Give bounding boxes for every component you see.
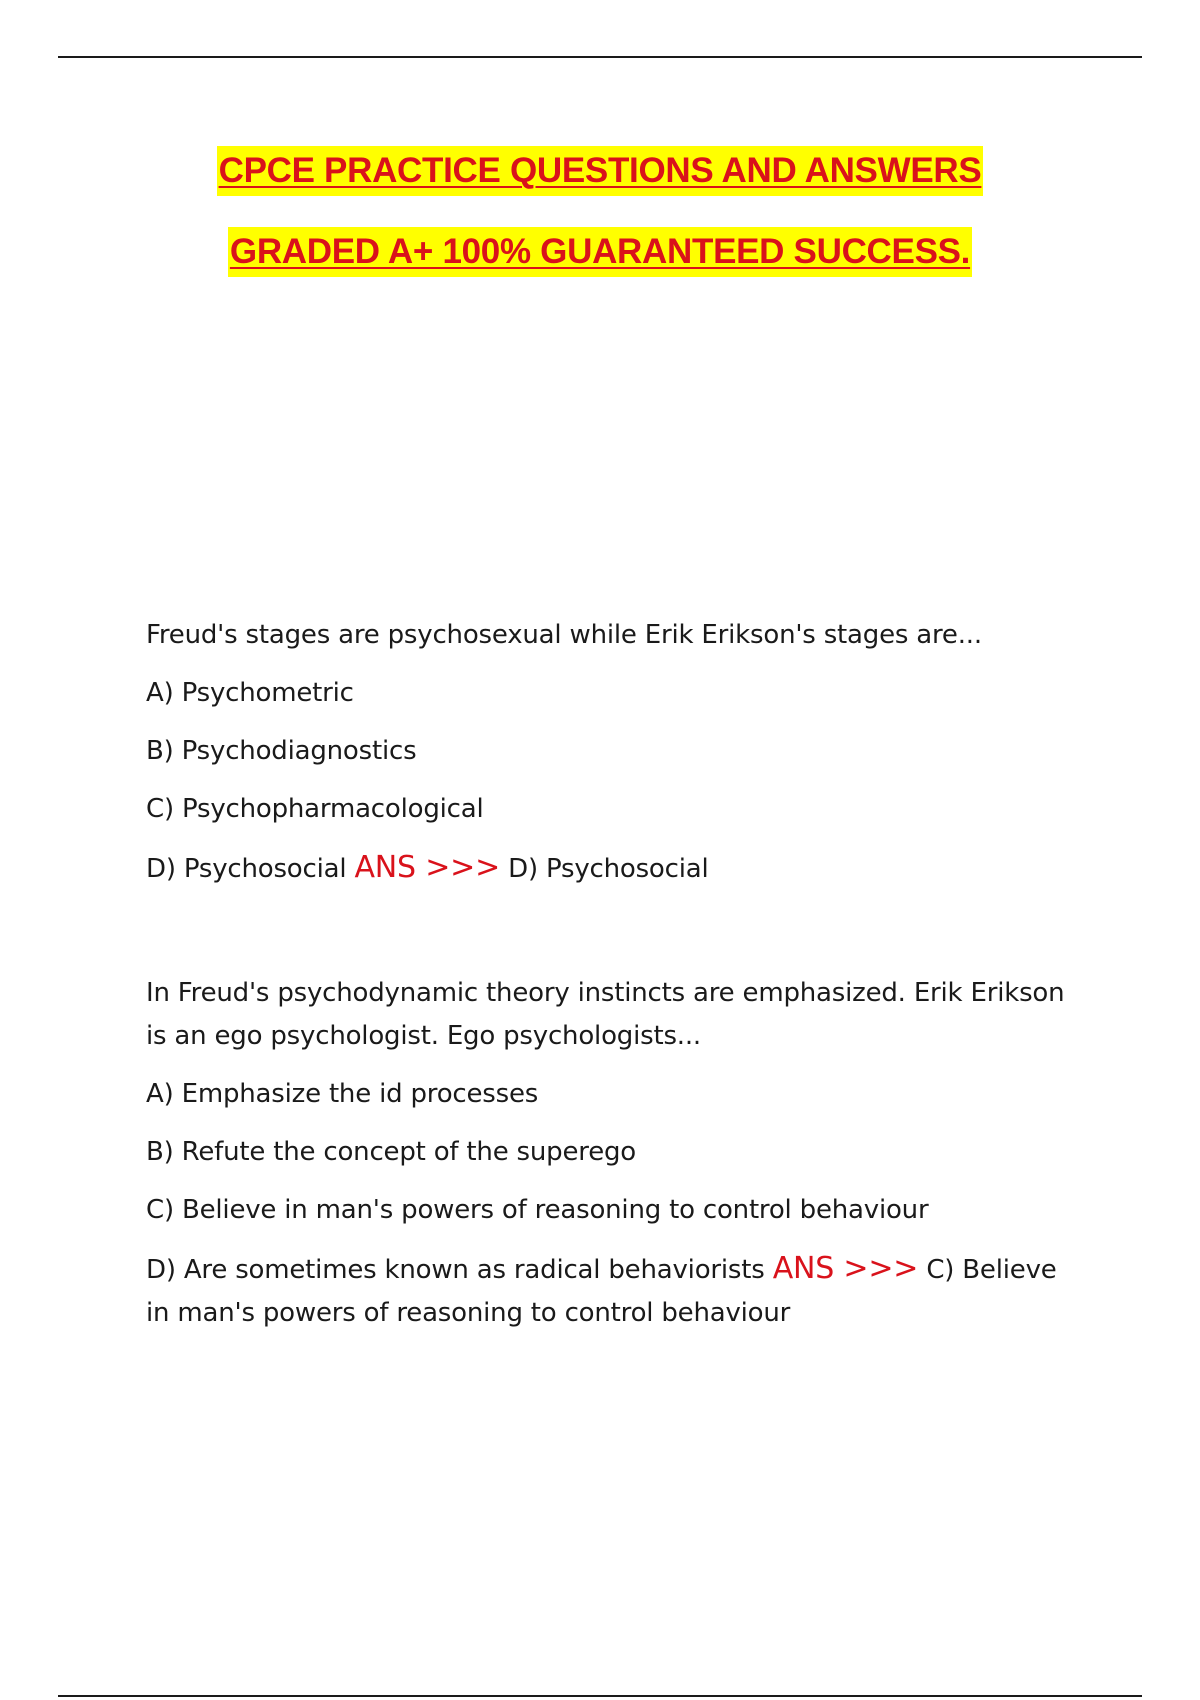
header-rule (58, 56, 1142, 58)
option-b: B) Refute the concept of the superego (146, 1137, 637, 1167)
question-block-2 (146, 972, 1086, 1335)
option-c: C) Believe in man's powers of reasoning to control behaviour (146, 1195, 929, 1225)
answer-marker: ANS >>> (772, 1251, 919, 1286)
title-line-1: CPCE PRACTICE QUESTIONS AND ANSWERS (217, 146, 984, 196)
option-d-with-answer (146, 846, 1086, 891)
document-title (0, 146, 1200, 277)
question-prompt: Freud's stages are psychosexual while Erik Erikson's stages are... (146, 620, 982, 650)
option-b: B) Psychodiagnostics (146, 736, 417, 766)
answer-marker: ANS >>> (354, 850, 501, 885)
answer-text: D) Psychosocial (508, 854, 709, 884)
option-a: A) Emphasize the id processes (146, 1079, 539, 1109)
question-prompt: In Freud's psychodynamic theory instincts are emphasized. Erik Erikson is an ego psychologist. Ego psychologists... (146, 978, 1065, 1051)
footer-rule (58, 1695, 1142, 1697)
option-a: A) Psychometric (146, 678, 354, 708)
question-block-1 (146, 614, 1086, 891)
answer-text: C) Believe in man's powers of reasoning to control behaviour (146, 1255, 1057, 1328)
option-c: C) Psychopharmacological (146, 794, 484, 824)
option-d: D) Psychosocial (146, 854, 347, 884)
title-line-2: GRADED A+ 100% GUARANTEED SUCCESS. (228, 227, 972, 277)
option-d-with-answer (146, 1247, 1086, 1335)
option-d: D) Are sometimes known as radical behaviorists (146, 1255, 765, 1285)
